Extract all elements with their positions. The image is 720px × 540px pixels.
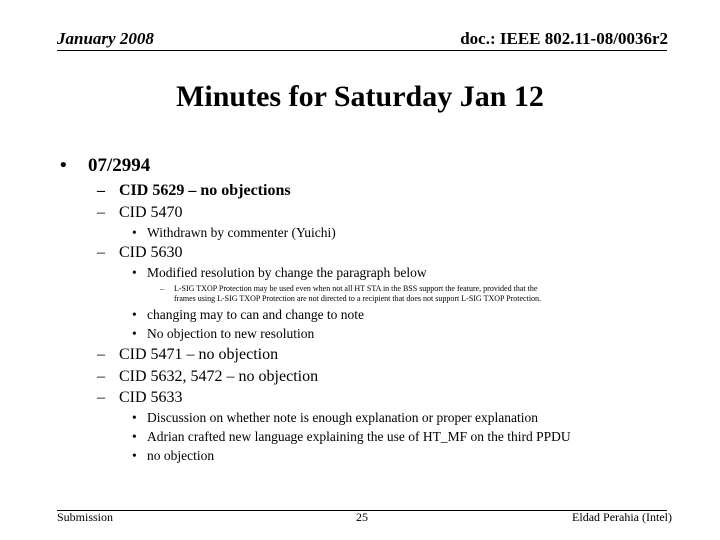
header-doc-id: doc.: IEEE 802.11-08/0036r2 [460,29,668,48]
list-item-07-2994 [60,155,150,177]
item-text: CID 5629 – no objections [119,182,291,199]
header-date: January 2008 [57,29,154,48]
bullet-marker: • [132,326,137,341]
quote-line-1: L-SIG TXOP Protection may be used even when not all HT STA in the BSS support the feature, provided that the [174,284,538,293]
dash-marker: – [97,389,105,406]
item-text: Modified resolution by change the paragraph below [147,265,427,280]
bullet-marker: • [132,265,137,280]
dash-marker: – [97,244,105,261]
bullet-marker: • [132,429,137,444]
item-text: no objection [147,448,215,463]
list-item-quoted-paragraph [160,284,537,294]
item-text: CID 5470 [119,204,183,221]
item-text: CID 5471 – no objection [119,346,279,363]
item-text: CID 5630 [119,244,183,261]
item-text: changing may to can and change to note [147,307,365,322]
list-item-changing [132,307,364,323]
bullet-marker: • [132,448,137,463]
list-item-discussion [132,410,538,426]
footer-submission: Submission [57,510,114,524]
footer-author: Eldad Perahia (Intel) [572,510,672,524]
list-item-cid-5471 [97,346,278,364]
list-item-cid-5470 [97,204,183,222]
list-item-adrian [132,429,571,445]
list-item-cid-5630 [97,244,183,262]
item-text: CID 5632, 5472 – no objection [119,368,319,385]
header-rule [57,50,667,51]
quote-line-2: frames using L-SIG TXOP Protection are not directed to a recipient that does not support L-SIG TXOP Protection. [174,294,542,303]
bullet-marker: • [60,155,67,176]
item-text: 07/2994 [88,155,151,176]
item-text: Adrian crafted new language explaining the use of HT_MF on the third PPDU [147,429,571,444]
list-item-withdrawn [132,225,336,241]
list-item-cid-5633 [97,389,183,407]
dash-marker: – [97,204,105,221]
list-item-cid-5632 [97,368,318,386]
dash-marker: – [97,346,105,363]
list-item-cid-5629 [97,182,291,200]
bullet-marker: • [132,307,137,322]
item-text: CID 5633 [119,389,183,406]
list-item-no-objection-new [132,326,314,342]
item-text: Withdrawn by commenter (Yuichi) [147,225,336,240]
list-item-no-objection [132,448,214,464]
dash-marker: – [97,182,105,199]
slide-title: Minutes for Saturday Jan 12 [176,80,544,113]
quoted-paragraph-continuation [174,294,541,304]
item-text: Discussion on whether note is enough explanation or proper explanation [147,410,539,425]
bullet-marker: • [132,410,137,425]
bullet-marker: • [132,225,137,240]
footer-page-number: 25 [356,510,368,524]
list-item-modified-resolution [132,265,427,281]
item-text: No objection to new resolution [147,326,315,341]
dash-marker: – [160,284,164,293]
dash-marker: – [97,368,105,385]
